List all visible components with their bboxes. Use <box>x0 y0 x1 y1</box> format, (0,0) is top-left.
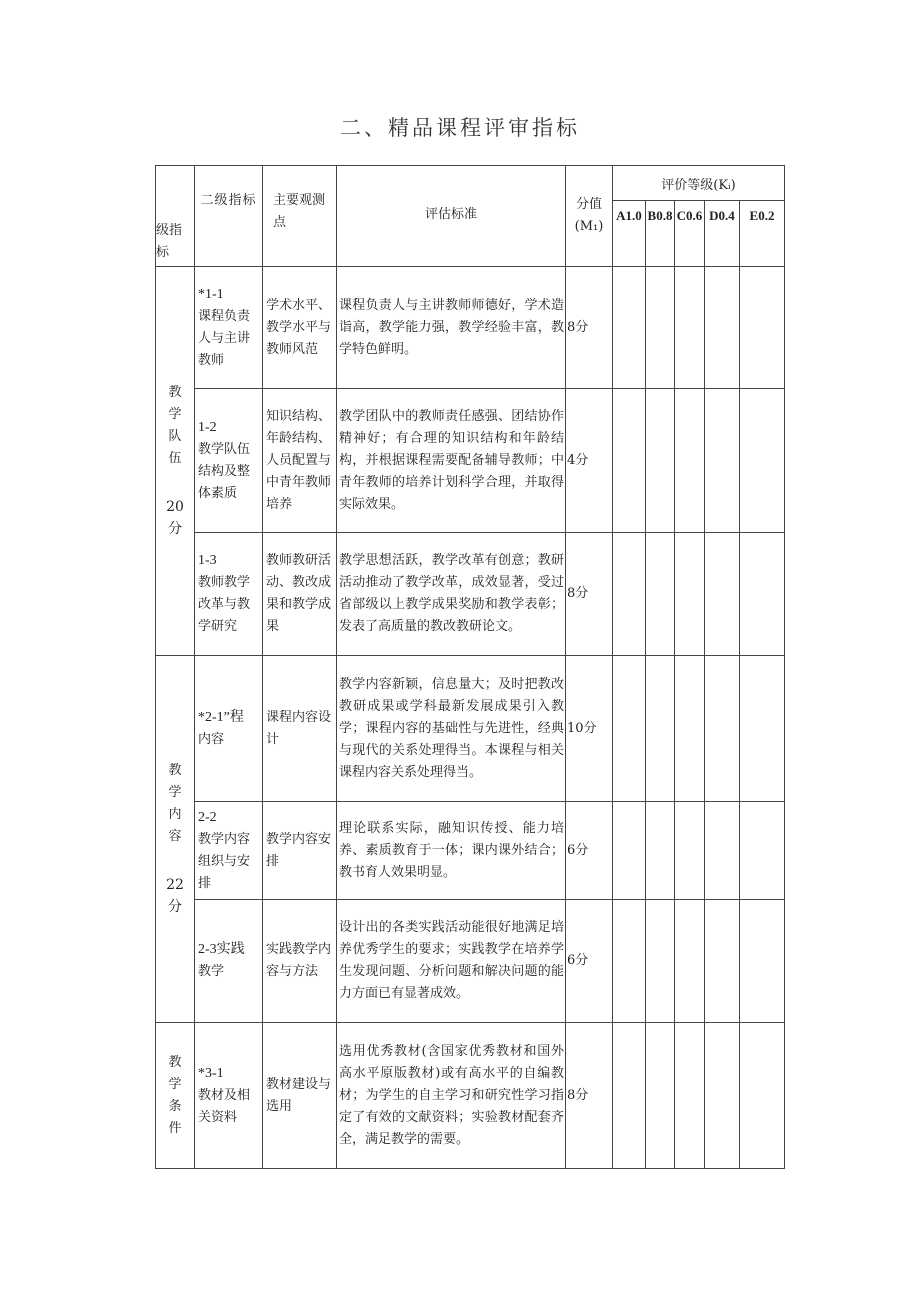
subindicator-cell <box>195 656 263 802</box>
subindicator-code: 1-2 <box>198 419 217 435</box>
observation-cell: 学术水平、教学水平与教师风范 <box>263 267 337 389</box>
subindicator-code: *3-1 <box>198 1065 224 1081</box>
header-grade-a: A1.0 <box>613 201 646 267</box>
grade-d-cell[interactable] <box>705 656 740 802</box>
subindicator-name: 课程负责人与主讲教师 <box>198 308 251 368</box>
header-score: 分值(M₁) <box>566 166 613 267</box>
grade-c-cell[interactable] <box>675 656 705 802</box>
category-score: 20分 <box>166 499 184 537</box>
grade-e-cell[interactable] <box>740 1023 785 1169</box>
grade-c-cell[interactable] <box>675 533 705 656</box>
grade-d-cell[interactable] <box>705 389 740 533</box>
score-cell: 6分 <box>566 802 613 900</box>
subindicator-cell <box>195 389 263 533</box>
score-cell: 4分 <box>566 389 613 533</box>
grade-a-cell[interactable] <box>613 656 646 802</box>
grade-d-cell[interactable] <box>705 900 740 1023</box>
grade-e-cell[interactable] <box>740 802 785 900</box>
header-grade-e: E0.2 <box>740 201 785 267</box>
grade-c-cell[interactable] <box>675 802 705 900</box>
subindicator-cell <box>195 533 263 656</box>
grade-b-cell[interactable] <box>646 533 675 656</box>
criteria-cell: 教学思想活跃，教学改革有创意；教研活动推动了教学改革，成效显著，受过省部级以上教学成果奖励和教学表彰；发表了高质量的教改教研论文。 <box>337 533 566 656</box>
subindicator-name: 内容 <box>198 731 225 747</box>
grade-a-cell[interactable] <box>613 802 646 900</box>
score-cell: 10分 <box>566 656 613 802</box>
observation-cell: 教师教研活动、教改成果和教学成果 <box>263 533 337 656</box>
grade-c-cell[interactable] <box>675 267 705 389</box>
grade-e-cell[interactable] <box>740 900 785 1023</box>
grade-d-cell[interactable] <box>705 802 740 900</box>
grade-e-cell[interactable] <box>740 656 785 802</box>
subindicator-name: 教师教学改革与教学研究 <box>198 575 251 634</box>
score-cell: 8分 <box>566 533 613 656</box>
grade-b-cell[interactable] <box>646 802 675 900</box>
page-title: 二、精品课程评审指标 <box>340 116 580 140</box>
grade-b-cell[interactable] <box>646 1023 675 1169</box>
header-grade-group: 评价等级(Kᵢ) <box>613 166 785 201</box>
grade-b-cell[interactable] <box>646 656 675 802</box>
header-criteria: 评估标准 <box>337 166 566 267</box>
category-cell <box>156 1023 195 1169</box>
grade-e-cell[interactable] <box>740 389 785 533</box>
grade-a-cell[interactable] <box>613 267 646 389</box>
category-cell <box>156 656 195 1023</box>
subindicator-cell <box>195 1023 263 1169</box>
grade-b-cell[interactable] <box>646 389 675 533</box>
criteria-cell: 选用优秀教材(含国家优秀教材和国外高水平原版教材)或有高水平的自编教材；为学生的自主学习和研究性学习指定了有效的文献资料；实验教材配套齐全，满足教学的需要。 <box>337 1023 566 1169</box>
subindicator-code: *2-1”程 <box>198 709 244 725</box>
criteria-cell: 设计出的各类实践活动能很好地满足培养优秀学生的要求；实践教学在培养学生发现问题、分析问题和解决问题的能力方面已有显著成效。 <box>337 900 566 1023</box>
header-grade-d: D0.4 <box>705 201 740 267</box>
header-observation <box>263 166 337 267</box>
subindicator-cell <box>195 900 263 1023</box>
subindicator-code: *1-1 <box>198 286 224 302</box>
grade-b-cell[interactable] <box>646 267 675 389</box>
grade-a-cell[interactable] <box>613 533 646 656</box>
criteria-cell: 教学内容新颖，信息量大；及时把教改教研成果或学科最新发展成果引入教学；课程内容的基础性与先进性，经典与现代的关系处理得当。本课程与相关课程内容关系处理得当。 <box>337 656 566 802</box>
grade-a-cell[interactable] <box>613 900 646 1023</box>
evaluation-table <box>155 165 785 1169</box>
grade-c-cell[interactable] <box>675 900 705 1023</box>
subindicator-code: 1-3 <box>198 553 217 568</box>
score-cell: 8分 <box>566 267 613 389</box>
observation-cell: 教学内容安排 <box>263 802 337 900</box>
category-name: 教学条件 <box>168 1054 182 1136</box>
score-cell: 6分 <box>566 900 613 1023</box>
observation-cell: 知识结构、年龄结构、人员配置与中青年教师培养 <box>263 389 337 533</box>
subindicator-code: 2-2 <box>198 809 217 825</box>
category-name: 教学队伍 <box>168 385 182 466</box>
criteria-cell: 理论联系实际，融知识传授、能力培养、素质教育于一体；课内课外结合；教书育人效果明显。 <box>337 802 566 900</box>
header-observation-text: 主要观测点 <box>273 193 326 230</box>
grade-c-cell[interactable] <box>675 1023 705 1169</box>
grade-d-cell[interactable] <box>705 1023 740 1169</box>
grade-d-cell[interactable] <box>705 267 740 389</box>
category-name: 教学内容 <box>168 763 182 844</box>
header-second-level-text: 二级指标 <box>200 193 257 208</box>
header-second-level <box>195 166 263 267</box>
grade-a-cell[interactable] <box>613 1023 646 1169</box>
grade-b-cell[interactable] <box>646 900 675 1023</box>
observation-cell: 教材建设与选用 <box>263 1023 337 1169</box>
header-grade-c: C0.6 <box>675 201 705 267</box>
grade-c-cell[interactable] <box>675 389 705 533</box>
observation-cell: 课程内容设计 <box>263 656 337 802</box>
criteria-cell: 课程负责人与主讲教师师德好，学术造诣高，教学能力强，教学经验丰富，教学特色鲜明。 <box>337 267 566 389</box>
subindicator-name: 教材及相关资料 <box>198 1087 251 1125</box>
grade-a-cell[interactable] <box>613 389 646 533</box>
subindicator-cell <box>195 267 263 389</box>
score-cell: 8分 <box>566 1023 613 1169</box>
category-score: 22分 <box>166 877 184 915</box>
grade-e-cell[interactable] <box>740 533 785 656</box>
subindicator-name: 教学 <box>198 964 225 979</box>
header-first-level: 级指标 <box>156 166 195 267</box>
category-cell <box>156 267 195 656</box>
grade-d-cell[interactable] <box>705 533 740 656</box>
subindicator-name: 教学队伍结构及整体素质 <box>198 441 251 501</box>
grade-e-cell[interactable] <box>740 267 785 389</box>
subindicator-name: 教学内容组织与安排 <box>198 831 251 891</box>
subindicator-code: 2-3实践 <box>198 942 245 957</box>
criteria-cell: 教学团队中的教师责任感强、团结协作精神好；有合理的知识结构和年龄结构，并根据课程需要配备辅导教师；中青年教师的培养计划科学合理，并取得实际效果。 <box>337 389 566 533</box>
header-grade-b: B0.8 <box>646 201 675 267</box>
subindicator-cell <box>195 802 263 900</box>
observation-cell: 实践教学内容与方法 <box>263 900 337 1023</box>
